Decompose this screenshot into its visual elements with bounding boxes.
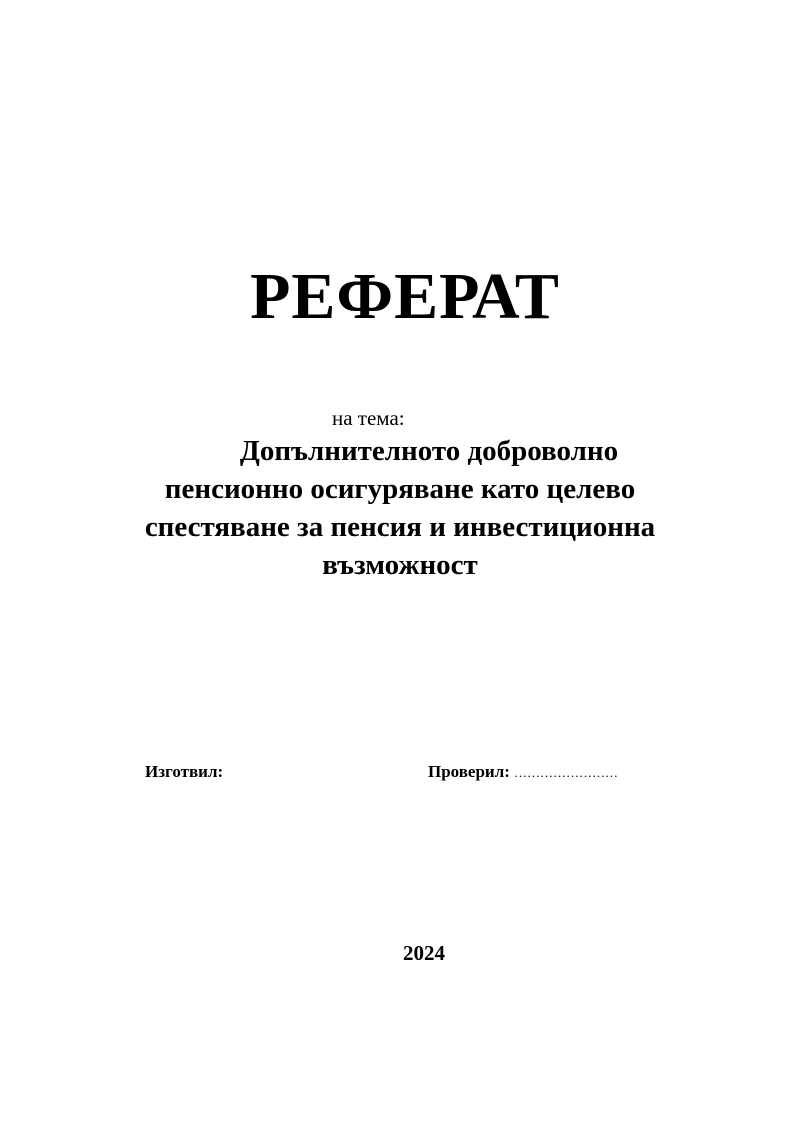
topic-title-line: възможност: [322, 549, 478, 581]
author-label: Изготвил:: [145, 762, 224, 781]
reviewer-field: [428, 760, 618, 785]
topic-title-line: спестяване за пенсия и инвестиционна: [144, 511, 656, 543]
year: 2024: [403, 941, 445, 965]
document-type-heading: РЕФЕРАТ: [250, 260, 560, 333]
topic-label: на тема:: [332, 406, 405, 430]
topic-title-line: Допълнителното доброволно: [239, 435, 619, 467]
reviewer-placeholder-dots: ……………………: [513, 765, 618, 780]
reviewer-label: Проверил:: [428, 762, 510, 781]
topic-title-line: пенсионно осигуряване като целево: [164, 473, 636, 505]
topic-title: [100, 432, 700, 584]
